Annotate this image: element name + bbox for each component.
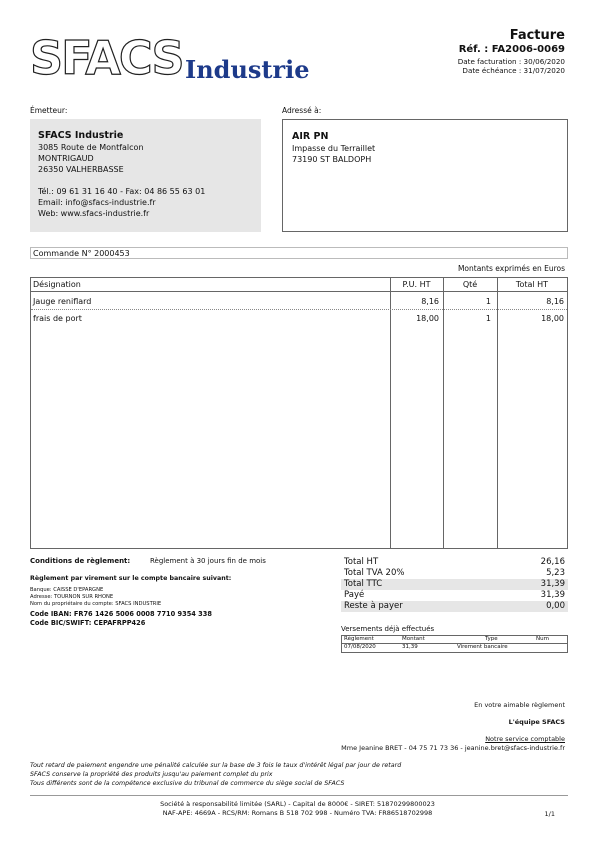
payment-amount: 31,39 xyxy=(402,644,418,650)
row-designation: frais de port xyxy=(33,314,82,323)
billing-date: Date facturation : 30/06/2020 xyxy=(457,57,565,66)
total-row xyxy=(341,579,568,590)
footer-divider xyxy=(30,795,568,796)
addressee-label: Adressé à: xyxy=(282,106,322,115)
total-label: Reste à payer xyxy=(344,601,403,611)
table-header xyxy=(31,278,567,292)
row-unit-price: 18,00 xyxy=(416,314,439,323)
iban-code: Code IBAN: FR76 1426 5006 0008 7710 9354 338 xyxy=(30,610,212,618)
header-unit-price: P.U. HT xyxy=(402,280,431,289)
invoice-reference: Réf. : FA2006-0069 xyxy=(458,44,565,55)
issuer-postal: 26350 VALHERBASSE xyxy=(38,165,124,174)
addressee-address: Impasse du Terraillet xyxy=(292,144,376,153)
payments-title: Versements déjà effectués xyxy=(341,625,435,633)
total-label: Payé xyxy=(344,590,365,600)
totals-block xyxy=(341,557,568,612)
legal-notice-line: SFACS conserve la propriété des produits jusqu'au paiement complet du prix xyxy=(30,771,273,778)
footer-line-1: Société à responsabilité limitée (SARL) - Capital de 8000€ - SIRET: 51870299800023 xyxy=(160,800,435,808)
total-value: 31,39 xyxy=(540,590,565,600)
row-qty: 1 xyxy=(485,297,491,306)
issuer-web: Web: www.sfacs-industrie.fr xyxy=(38,209,150,218)
closing-greeting: En votre aimable règlement xyxy=(474,701,565,709)
logo-brand: SFACS xyxy=(30,34,183,84)
legal-notice-line: Tout retard de paiement engendre une pénalité calculée sur la base de 3 fois le taux d'intérêt légal par jour de retard xyxy=(30,762,402,769)
page-number: 1/1 xyxy=(544,810,555,818)
total-row xyxy=(341,568,568,579)
transfer-title: Règlement par virement sur le compte bancaire suivant: xyxy=(30,575,232,582)
issuer-email: Email: info@sfacs-industrie.fr xyxy=(38,198,156,207)
table-row xyxy=(31,311,567,327)
footer-line-2: NAF-APE: 4669A - RCS/RM: Romans B 518 702 998 - Numéro TVA: FR86518702998 xyxy=(162,809,433,817)
total-row xyxy=(341,590,568,601)
total-label: Total TTC xyxy=(344,579,383,589)
issuer-phone: Tél.: 09 61 31 16 40 - Fax: 04 86 55 63 01 xyxy=(38,187,206,196)
addressee-city: 73190 ST BALDOPH xyxy=(292,155,372,164)
total-value: 0,00 xyxy=(546,601,565,611)
row-total: 8,16 xyxy=(546,297,564,306)
table-row xyxy=(31,294,567,310)
payments-table xyxy=(341,635,568,653)
issuer-label: Émetteur: xyxy=(30,106,68,115)
bank-codes xyxy=(30,610,212,627)
order-number: Commande N° 2000453 xyxy=(30,247,568,259)
due-date: Date échéance : 31/07/2020 xyxy=(462,66,565,75)
row-total: 18,00 xyxy=(541,314,564,323)
legal-notice-line: Tous différents sont de la compétence exclusive du tribunal de commerce du siège social de SFACS xyxy=(30,780,345,787)
total-row xyxy=(341,601,568,612)
row-designation: Jauge reniflard xyxy=(33,297,92,306)
payments-header xyxy=(342,636,567,644)
payments-header-date: Règlement xyxy=(344,636,374,642)
closing-service: Notre service comptable xyxy=(485,735,565,743)
bic-code: Code BIC/SWIFT: CEPAFRPP426 xyxy=(30,618,146,627)
closing-contact: Mme Jeanine BRET - 04 75 71 73 36 - jeanine.bret@sfacs-industrie.fr xyxy=(341,744,565,752)
payments-header-type: Type xyxy=(485,636,498,642)
total-label: Total TVA 20% xyxy=(344,568,405,578)
legal-notice xyxy=(30,761,401,788)
invoice-dates xyxy=(458,57,565,75)
closing-team: L'équipe SFACS xyxy=(508,718,565,726)
account-owner: Nom du propriétaire du compte: SFACS INDUSTRIE xyxy=(30,601,162,607)
invoice-table xyxy=(30,277,568,549)
bank-details xyxy=(30,587,161,608)
payments-header-num: Num xyxy=(536,636,549,642)
issuer-name: SFACS Industrie xyxy=(38,130,124,141)
payment-row xyxy=(342,644,567,652)
total-label: Total HT xyxy=(344,557,379,567)
issuer-box xyxy=(30,119,261,232)
bank-name: Banque: CAISSE D'EPARGNE xyxy=(30,587,104,593)
header-designation: Désignation xyxy=(33,280,81,289)
total-value: 5,23 xyxy=(546,568,565,578)
payment-terms-value: Règlement à 30 jours fin de mois xyxy=(150,557,266,565)
company-logo xyxy=(30,34,320,84)
total-value: 31,39 xyxy=(540,579,565,589)
logo-tagline: Industrie xyxy=(185,55,310,84)
bank-address: Adresse: TOURNON SUR RHONE xyxy=(30,594,114,600)
addressee-box xyxy=(282,119,568,232)
currency-note: Montants exprimés en Euros xyxy=(457,264,565,273)
payment-type: Virement bancaire xyxy=(457,644,508,650)
header-total: Total HT xyxy=(515,280,549,289)
total-value: 26,16 xyxy=(540,557,565,567)
issuer-address: 3085 Route de Montfalcon xyxy=(38,143,144,152)
row-qty: 1 xyxy=(485,314,491,323)
payments-header-amount: Montant xyxy=(402,636,425,642)
payment-date: 07/08/2020 xyxy=(344,644,376,650)
header-qty: Qté xyxy=(462,280,478,289)
issuer-city: MONTRIGAUD xyxy=(38,154,94,163)
document-title: Facture xyxy=(509,28,565,43)
row-unit-price: 8,16 xyxy=(421,297,439,306)
addressee-name: AIR PN xyxy=(292,131,329,142)
payment-terms-label: Conditions de règlement: xyxy=(30,557,131,565)
total-row xyxy=(341,557,568,568)
